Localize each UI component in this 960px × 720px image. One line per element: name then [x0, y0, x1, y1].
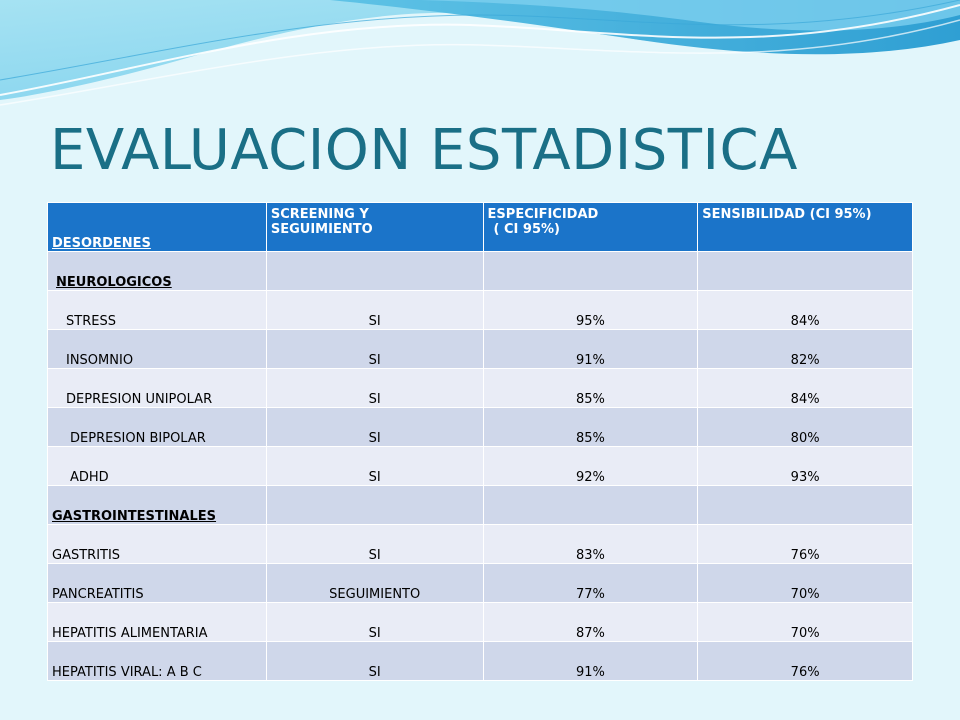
disorder-cell: PANCREATITIS — [48, 564, 267, 603]
sensibilidad-cell: 93% — [698, 447, 913, 486]
especificidad-cell — [483, 252, 698, 291]
disorder-cell: ADHD — [48, 447, 267, 486]
sensibilidad-cell: 84% — [698, 369, 913, 408]
especificidad-cell: 95% — [483, 291, 698, 330]
table-row — [48, 564, 913, 603]
header-especificidad — [483, 203, 698, 252]
screening-cell: SI — [266, 408, 483, 447]
especificidad-cell: 92% — [483, 447, 698, 486]
screening-cell: SI — [266, 525, 483, 564]
especificidad-cell: 85% — [483, 408, 698, 447]
table-row — [48, 252, 913, 291]
header-screening — [266, 203, 483, 252]
especificidad-cell: 87% — [483, 603, 698, 642]
header-especificidad-line2: ( CI 95%) — [493, 222, 560, 237]
table-row — [48, 525, 913, 564]
header-screening-line1: SCREENING Y — [270, 207, 369, 222]
table-row — [48, 603, 913, 642]
disorder-cell: GASTRITIS — [48, 525, 267, 564]
especificidad-cell: 91% — [483, 642, 698, 681]
header-desordenes — [48, 203, 267, 252]
sensibilidad-cell: 82% — [698, 330, 913, 369]
disorder-cell: DEPRESION BIPOLAR — [48, 408, 267, 447]
screening-cell: SI — [266, 291, 483, 330]
screening-cell — [266, 252, 483, 291]
sensibilidad-cell — [698, 486, 913, 525]
disorder-cell: DEPRESION UNIPOLAR — [48, 369, 267, 408]
screening-cell: SEGUIMIENTO — [266, 564, 483, 603]
section-label — [48, 252, 267, 291]
sensibilidad-cell: 76% — [698, 525, 913, 564]
header-sensibilidad-label: SENSIBILIDAD (CI 95%) — [702, 207, 872, 222]
disorder-cell: GASTROINTESTINALES — [52, 509, 217, 524]
sensibilidad-cell: 76% — [698, 642, 913, 681]
screening-cell — [266, 486, 483, 525]
header-sensibilidad — [698, 203, 913, 252]
screening-cell: SI — [266, 642, 483, 681]
disorder-cell: HEPATITIS VIRAL: A B C — [48, 642, 267, 681]
especificidad-cell: 85% — [483, 369, 698, 408]
table-row — [48, 330, 913, 369]
sensibilidad-cell: 84% — [698, 291, 913, 330]
table-header-row — [48, 203, 913, 252]
disorder-cell: STRESS — [48, 291, 267, 330]
screening-cell: SI — [266, 330, 483, 369]
table-row — [48, 369, 913, 408]
sensibilidad-cell — [698, 252, 913, 291]
especificidad-cell: 91% — [483, 330, 698, 369]
disorder-cell: NEUROLOGICOS — [56, 275, 172, 290]
especificidad-cell — [483, 486, 698, 525]
header-desordenes-label: DESORDENES — [52, 236, 151, 251]
especificidad-cell: 83% — [483, 525, 698, 564]
disorder-cell: INSOMNIO — [48, 330, 267, 369]
table-row — [48, 486, 913, 525]
sensibilidad-cell: 70% — [698, 564, 913, 603]
sensibilidad-cell: 80% — [698, 408, 913, 447]
screening-cell: SI — [266, 603, 483, 642]
table-row — [48, 408, 913, 447]
screening-cell: SI — [266, 447, 483, 486]
screening-cell: SI — [266, 369, 483, 408]
table-row — [48, 447, 913, 486]
disorder-cell: HEPATITIS ALIMENTARIA — [48, 603, 267, 642]
header-screening-line2: SEGUIMIENTO — [270, 222, 373, 237]
table-row — [48, 642, 913, 681]
table-row — [48, 291, 913, 330]
page-title: EVALUACION ESTADISTICA — [50, 118, 798, 183]
especificidad-cell: 77% — [483, 564, 698, 603]
header-especificidad-line1: ESPECIFICIDAD — [487, 207, 599, 222]
section-label — [48, 486, 267, 525]
sensibilidad-cell: 70% — [698, 603, 913, 642]
statistics-table — [47, 202, 913, 681]
